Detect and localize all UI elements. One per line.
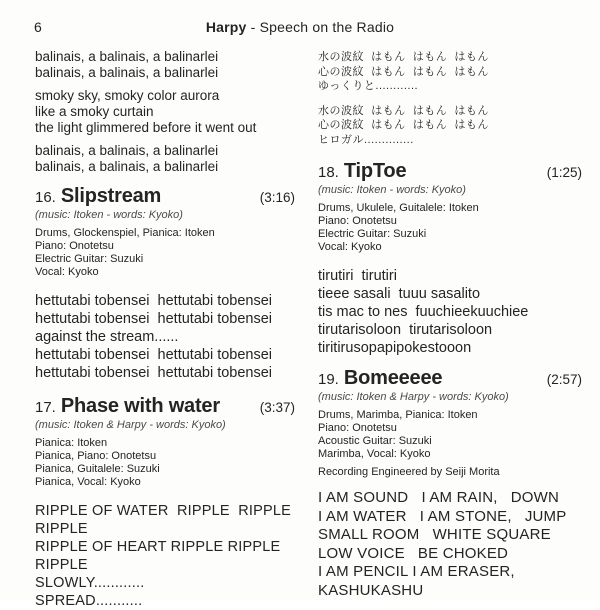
track-title: Slipstream [60, 185, 162, 207]
personnel-line: Electric Guitar: Suzuki [318, 228, 427, 240]
track-entry-18 [318, 160, 582, 254]
lyrics-hettutabi [35, 292, 311, 382]
track-title: Phase with water [60, 395, 220, 417]
track-duration: (3:37) [259, 400, 295, 415]
album-title [0, 19, 600, 35]
track-credits: (music: Itoken & Harpy - words: Kyoko) [318, 391, 509, 403]
personnel-line: Pianica: Itoken [35, 437, 108, 449]
lyric-line: SLOWLY............ [35, 575, 145, 591]
personnel-line: Piano: Onotetsu [318, 215, 397, 227]
personnel-line: Drums, Marimba, Pianica: Itoken [318, 409, 478, 421]
lyric-line: I AM WATER I AM STONE, JUMP [318, 507, 567, 525]
lyric-line: 水の波紋 はもん はもん はもん [318, 51, 489, 63]
page-number: 6 [34, 19, 42, 35]
lyric-line: balinais, a balinais, a balinarlei [35, 49, 219, 64]
lyric-line: balinais, a balinais, a balinarlei [35, 159, 219, 174]
track-number: 18. [318, 164, 339, 181]
lyrics-balinais-2 [35, 143, 311, 175]
personnel-line: Pianica, Piano: Onotetsu [35, 450, 157, 462]
lyric-line: ヒロガル.............. [318, 133, 414, 146]
page-header [0, 19, 600, 39]
lyric-line: balinais, a balinais, a balinarlei [35, 143, 219, 158]
track-number: 17. [35, 399, 56, 416]
left-column [35, 49, 311, 610]
track-duration: (2:57) [546, 372, 582, 387]
track-title: Bomeeeee [343, 367, 443, 389]
lyric-line: I AM SOUND I AM RAIN, DOWN [318, 489, 560, 506]
lyric-line: tirutiri tirutiri [318, 268, 397, 284]
lyrics-hamon-2 [318, 104, 582, 148]
right-column [318, 50, 582, 600]
lyric-line: 心の波紋 はもん はもん はもん [318, 119, 489, 131]
engineering-credit: Recording Engineered by Seiji Morita [318, 466, 500, 478]
lyric-line: tis mac to nes fuuchieekuuchiee [318, 304, 529, 320]
lyric-line: 水の波紋 はもん はもん はもん [318, 104, 489, 117]
personnel-line: Drums, Ukulele, Guitalele: Itoken [318, 202, 479, 214]
lyrics-ripple [35, 502, 311, 610]
album-title-text: - Speech on the Radio [246, 19, 395, 35]
track-credits: (music: Itoken - words: Kyoko) [318, 184, 466, 196]
lyric-line: tirutarisoloon tirutarisoloon [318, 322, 493, 338]
personnel-line: Marimba, Vocal: Kyoko [318, 448, 431, 460]
lyric-line: ゆっくりと............ [318, 80, 419, 92]
lyric-line: RIPPLE OF WATER RIPPLE RIPPLE RIPPLE [35, 503, 296, 537]
track-personnel [318, 409, 582, 461]
track-personnel [318, 202, 582, 254]
personnel-line: Drums, Glockenspiel, Pianica: Itoken [35, 227, 215, 239]
lyric-line: SMALL ROOM WHITE SQUARE [318, 526, 551, 543]
lyrics-hamon-1 [318, 50, 582, 94]
track-title-group [35, 395, 220, 418]
lyric-line: against the stream...... [35, 329, 179, 345]
lyric-line: hettutabi tobensei hettutabi tobensei [35, 365, 273, 381]
lyric-line: balinais, a balinais, a balinarlei [35, 65, 219, 80]
track-title-group [35, 185, 161, 208]
lyric-line: RIPPLE OF HEART RIPPLE RIPPLE RIPPLE [35, 539, 285, 573]
personnel-line: Piano: Onotetsu [318, 422, 397, 434]
personnel-line: Pianica, Guitalele: Suzuki [35, 463, 160, 475]
lyric-line: smoky sky, smoky color aurora [35, 88, 220, 103]
track-title-group [318, 160, 406, 183]
track-entry-16 [35, 185, 311, 279]
personnel-line: Electric Guitar: Suzuki [35, 253, 144, 265]
track-personnel [35, 227, 311, 279]
track-heading [318, 160, 582, 183]
lyric-line: 心の波紋 はもん はもん はもん [318, 65, 489, 78]
track-entry-19 [318, 367, 582, 479]
album-artist: Harpy [205, 19, 247, 35]
lyric-line: tieee sasali tuuu sasalito [318, 286, 481, 302]
lyrics-balinais-1 [35, 49, 311, 81]
personnel-line: Pianica, Vocal: Kyoko [35, 476, 141, 488]
personnel-line: Piano: Onotetsu [35, 240, 114, 252]
lyric-line: SPREAD........... [35, 593, 143, 609]
track-title-group [318, 367, 442, 390]
track-personnel [35, 437, 311, 489]
track-title: TipToe [343, 160, 407, 182]
lyric-line: hettutabi tobensei hettutabi tobensei [35, 311, 273, 327]
lyric-line: hettutabi tobensei hettutabi tobensei [35, 347, 273, 363]
track-entry-17 [35, 395, 311, 489]
track-duration: (3:16) [259, 190, 295, 205]
lyrics-i-am [318, 489, 582, 600]
lyric-line: I AM PENCIL I AM ERASER, KASHUKASHU [318, 563, 520, 599]
lyrics-smoky [35, 88, 311, 136]
lyric-line: the light glimmered before it went out [35, 120, 257, 135]
lyric-line: hettutabi tobensei hettutabi tobensei [35, 293, 273, 309]
personnel-line: Vocal: Kyoko [35, 266, 99, 278]
track-credits: (music: Itoken & Harpy - words: Kyoko) [35, 419, 226, 431]
track-heading [318, 367, 582, 390]
track-heading [35, 395, 311, 418]
track-duration: (1:25) [546, 165, 582, 180]
personnel-line: Vocal: Kyoko [318, 241, 382, 253]
track-number: 19. [318, 371, 339, 388]
track-credits: (music: Itoken - words: Kyoko) [35, 209, 183, 221]
lyric-line: like a smoky curtain [35, 104, 154, 119]
lyric-line: LOW VOICE BE CHOKED [318, 544, 509, 562]
track-heading [35, 185, 311, 208]
lyrics-tirutiri [318, 267, 582, 357]
personnel-line: Acoustic Guitar: Suzuki [318, 435, 432, 447]
lyric-line: tiritirusopapipokestooon [318, 340, 472, 356]
track-number: 16. [35, 189, 56, 206]
